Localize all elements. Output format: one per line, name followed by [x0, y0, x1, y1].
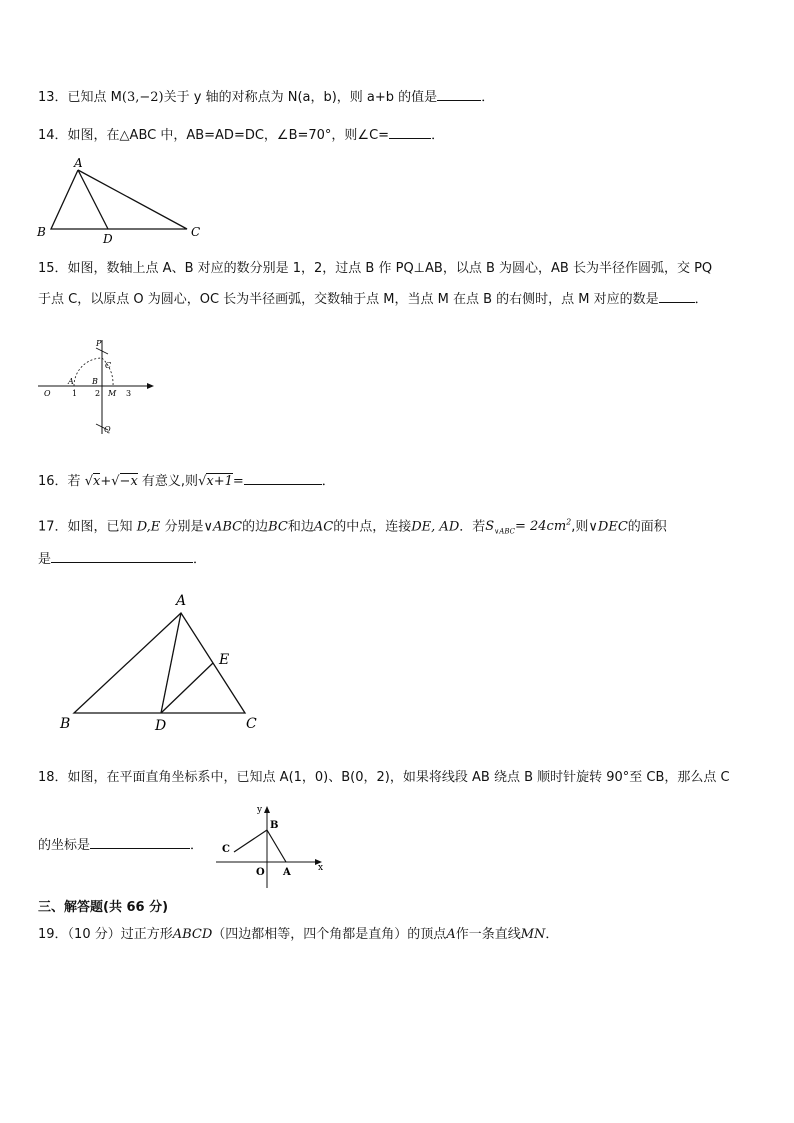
- q15-number: 15．: [38, 261, 68, 276]
- question-18-line-2: [38, 836, 203, 855]
- question-17-line-2: [38, 550, 206, 569]
- q17-text-line-2: 是: [38, 552, 52, 567]
- q14-answer-blank[interactable]: [389, 126, 431, 139]
- q13-number: 13．: [38, 90, 68, 105]
- q17-text-2: 分别是: [164, 519, 204, 535]
- q19-number: 19．: [38, 927, 68, 942]
- q15-label-p: P: [96, 339, 102, 348]
- q17-label-a: A: [176, 593, 187, 609]
- q18-text-line-1: 如图，在平面直角坐标系中，已知点 A(1，0)、B(0，2)，如果将线段 AB 绕点 B 顺时针旋转 90°至 CB，那么点 C: [67, 770, 730, 785]
- q14-number: 14．: [38, 128, 68, 143]
- q17-text-8: 的面积: [627, 519, 667, 535]
- question-19: [38, 926, 558, 944]
- q17-triangle-dec: ∨DEC: [588, 519, 628, 535]
- q16-end: ．: [321, 474, 335, 489]
- q17-area-value: = $24cm^2$: [514, 518, 572, 535]
- q14-end: ．: [431, 128, 445, 143]
- q16-number: 16．: [38, 474, 68, 489]
- q14-triangle-figure: [34, 156, 204, 246]
- q14-label-a: A: [74, 156, 83, 170]
- question-18-line-1: [38, 769, 730, 787]
- q18-label-y: y: [257, 805, 263, 815]
- q18-number: 18．: [38, 770, 68, 785]
- q15-text-line-1: 如图，数轴上点 A、B 对应的数分别是 1，2，过点 B 作 PQ⊥AB，以点 B 为圆心，AB 长为半径作圆弧，交 PQ: [67, 261, 713, 276]
- q19-line-mn: MN: [520, 927, 546, 942]
- q16-equals: =: [232, 474, 244, 489]
- q18-text-line-2: 的坐标是: [38, 838, 91, 853]
- q18-label-x: x: [318, 863, 324, 873]
- q17-label-b: B: [60, 716, 71, 732]
- q17-label-c: C: [246, 716, 257, 732]
- q18-label-c: C: [222, 844, 230, 855]
- q16-sqrt-x-plus-1: √x+1: [198, 474, 233, 489]
- q15-label-c: C: [105, 361, 112, 370]
- q15-label-q: Q: [104, 425, 111, 434]
- q17-text-5: 的中点，连接: [333, 519, 412, 535]
- q13-text-1: 已知点 M: [67, 90, 122, 105]
- q17-answer-blank[interactable]: [51, 550, 193, 563]
- q13-text-2: 关于 y 轴的对称点为 N(a，b)，则 a+b 的值是: [163, 90, 438, 105]
- q15-label-b: B: [92, 377, 98, 386]
- q15-answer-blank[interactable]: [659, 290, 695, 303]
- q17-area-symbol: $S_{\vee ABC}$: [485, 519, 515, 536]
- q18-end: ．: [190, 838, 204, 853]
- q15-tick-3: 3: [126, 389, 132, 398]
- q18-answer-blank[interactable]: [90, 836, 190, 849]
- q18-segment-ab: [267, 830, 286, 862]
- q15-label-a: A: [68, 377, 74, 386]
- q17-text-6: ．若: [459, 519, 486, 535]
- q15-axis-arrow: [147, 383, 154, 389]
- q19-square-abcd: ABCD: [172, 927, 213, 942]
- q17-text-3: 的边: [242, 519, 269, 535]
- q16-text-1: 若: [67, 474, 81, 489]
- q19-text-2: （四边都相等，四个角都是直角）的顶点: [212, 927, 447, 942]
- q19-end: ．: [545, 927, 559, 942]
- q17-text-1: 如图，已知: [67, 519, 133, 535]
- question-17-line-1: [38, 514, 667, 541]
- q17-label-d: D: [155, 718, 167, 734]
- q17-number: 17．: [38, 519, 68, 535]
- q18-segment-bc: [234, 830, 267, 852]
- question-14: [38, 126, 444, 145]
- q19-text-1: （10 分）过正方形: [67, 927, 173, 942]
- q17-segment-de: [161, 663, 213, 713]
- q18-coordinate-figure: [212, 800, 332, 892]
- q15-label-m: M: [108, 389, 117, 398]
- q14-label-b: B: [37, 225, 46, 239]
- q15-tick-2: 2: [95, 389, 101, 398]
- q16-plus: +: [100, 474, 112, 489]
- q16-sqrt-x: √x: [84, 474, 101, 489]
- q13-coordinate: (3,−2): [121, 90, 164, 105]
- q16-sqrt-neg-x: √−x: [111, 474, 138, 489]
- q15-text-line-2: 于点 C，以原点 O 为圆心，OC 长为半径画弧，交数轴于点 M，当点 M 在点 B 的右侧时，点 M 对应的数是: [38, 292, 659, 307]
- q19-vertex-a: A: [446, 927, 456, 942]
- q13-end: ．: [481, 90, 495, 105]
- q18-label-a: A: [283, 867, 291, 878]
- q14-label-c: C: [191, 225, 201, 239]
- q17-segments: DE, AD: [411, 519, 460, 535]
- q15-end: ．: [694, 292, 708, 307]
- q13-answer-blank[interactable]: [437, 88, 481, 101]
- q17-points-de: D,E: [136, 519, 161, 535]
- q14-label-d: D: [103, 232, 113, 246]
- q17-triangle-abc: ∨ABC: [203, 519, 243, 535]
- q17-label-e: E: [219, 652, 230, 668]
- q16-text-2: 有意义,则: [141, 474, 199, 489]
- q17-side-bc: BC: [268, 519, 288, 535]
- q15-tick-1: 1: [72, 389, 78, 398]
- q17-triangle-figure: [54, 590, 274, 736]
- question-13: [38, 88, 494, 107]
- q16-answer-blank[interactable]: [244, 472, 322, 485]
- q18-y-axis-arrow: [264, 806, 270, 813]
- q14-triangle-outline: [51, 170, 187, 229]
- q17-text-4: 和边: [287, 519, 314, 535]
- q15-number-line-figure: [34, 334, 164, 442]
- q17-side-ac: AC: [313, 519, 334, 535]
- q15-label-o: O: [44, 389, 51, 398]
- q19-text-3: 作一条直线: [455, 927, 521, 942]
- question-15-line-2: [38, 290, 708, 309]
- q14-text: 如图，在△ABC 中，AB=AD=DC，∠B=70°，则∠C=: [67, 128, 390, 143]
- q18-label-o: O: [256, 867, 265, 878]
- q18-label-b: B: [270, 820, 279, 831]
- q17-text-7: ,则: [571, 519, 589, 535]
- question-16: [38, 472, 335, 491]
- question-15-line-1: [38, 260, 712, 278]
- section-3-title: 三、解答题(共 66 分): [38, 900, 169, 915]
- q17-end: ．: [193, 552, 207, 567]
